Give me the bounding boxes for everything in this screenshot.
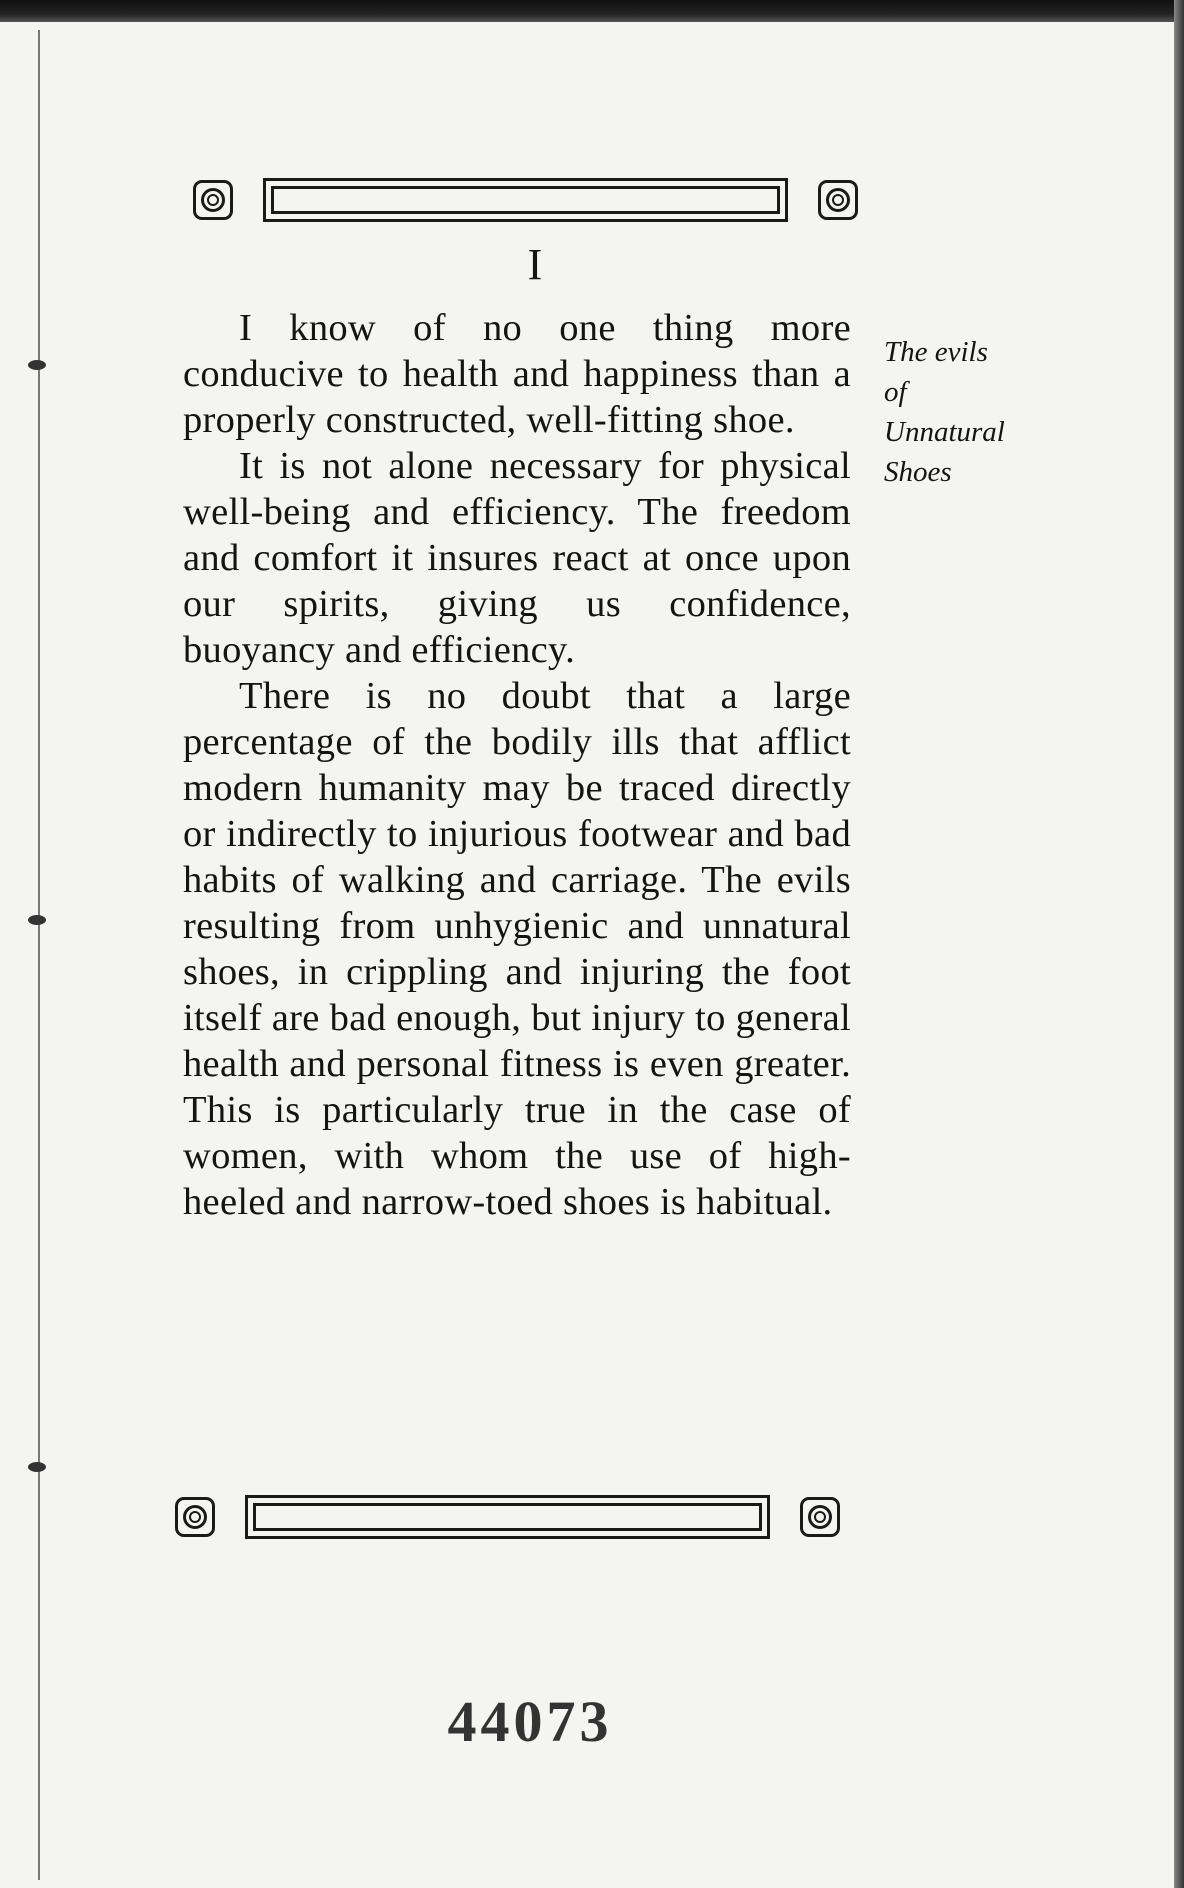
margin-note-line: The evils — [884, 336, 988, 368]
scan-edge-right — [1174, 0, 1184, 1888]
margin-note-line: of — [884, 376, 907, 408]
margin-note — [884, 332, 1074, 492]
ornament-bar — [263, 178, 788, 222]
binding-line — [38, 30, 40, 1880]
ornament-knob-left-icon — [193, 180, 233, 220]
margin-note-line: Shoes — [884, 456, 952, 488]
paragraph: There is no doubt that a large percentage of the bodily ills that afflict modern humanity may be traced directly or indirectly to injurious footwear and bad habits of walking and carriage. The evils resulting from unhygienic and unnatural shoes, in crippling and injuring the foot itself are bad enough, but injury to general health and personal fitness is even greater. This is particularly true in the case of women, with whom the use of high-heeled and narrow-toed shoes is habitual. — [183, 675, 851, 1223]
ornament-knob-left-icon — [175, 1497, 215, 1537]
paragraph: It is not alone necessary for physical well-being and efficiency. The freedom and comfort it insures react at once upon our spirits, giving us confidence, buoyancy and efficiency. — [183, 445, 851, 671]
scan-edge-top — [0, 0, 1184, 22]
ornament-knob-right-icon — [818, 180, 858, 220]
binding-mark — [28, 915, 46, 925]
body-text — [183, 305, 851, 1225]
top-ornament — [193, 178, 863, 224]
binding-mark — [28, 1462, 46, 1472]
binding-mark — [28, 360, 46, 370]
page-number: 44073 — [447, 1689, 613, 1754]
margin-note-line: Unnatural — [884, 416, 1005, 448]
chapter-numeral: I — [527, 240, 543, 289]
ornament-knob-right-icon — [800, 1497, 840, 1537]
bottom-ornament — [175, 1495, 845, 1541]
paragraph: I know of no one thing more conducive to health and happiness than a properly constructed, well-fitting shoe. — [183, 307, 851, 441]
ornament-bar — [245, 1495, 770, 1539]
